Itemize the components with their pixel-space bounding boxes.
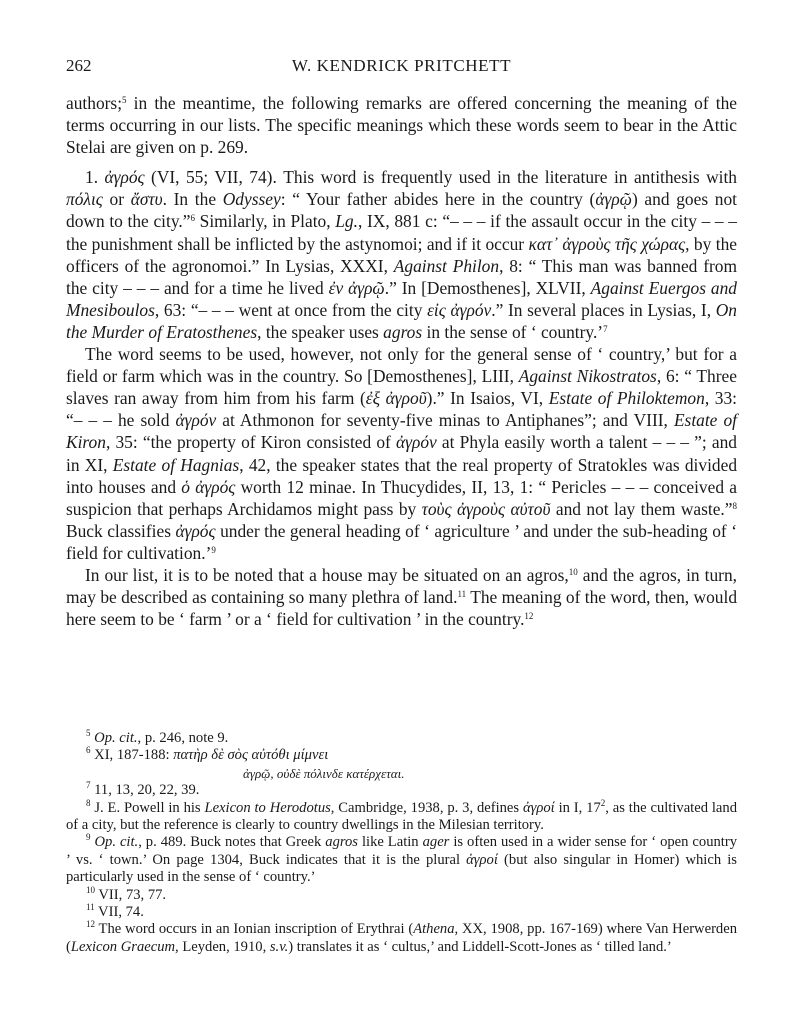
- text-run: The meaning of the word, then, would here seem to be ‘ farm ’ or a ‘ field for cultivation ’ in the country.: [66, 587, 738, 630]
- italic-run: Odyssey: [222, 189, 281, 210]
- footnote-marker: 6: [86, 745, 91, 756]
- text-run: 1.: [85, 167, 105, 188]
- footnote-6: [66, 747, 737, 764]
- text-run: and the agros, in turn, may be described as containing so many plethra of land.: [66, 564, 737, 608]
- text-run: or: [102, 189, 131, 210]
- page-header: [66, 56, 737, 78]
- footnote-6-greek-line: [66, 765, 737, 782]
- text-run: under the general heading of ‘ agriculture ’ and under the sub-heading of ‘ field for cultivation.’: [66, 520, 737, 563]
- italic-run: ἀγρῷ: [595, 189, 632, 210]
- italic-run: Op. cit.: [94, 834, 139, 851]
- text-run: .” In [Demosthenes], XLVII,: [384, 277, 591, 298]
- italic-run: Estate of Philoktemon: [548, 388, 705, 409]
- text-run: , XX, 1908, pp. 167-169) where Van Herwerden (: [66, 921, 737, 955]
- footnote-marker: 5: [122, 95, 127, 105]
- text-run: is often used in a wider sense for ‘ open country ’ vs. ‘ town.’ On page 1304, Buck indicates that it is the plural: [66, 834, 738, 868]
- text-run: , Leyden, 1910,: [175, 938, 270, 955]
- footnote-marker: 8: [732, 500, 737, 511]
- italic-run: ὁ ἀγρός: [181, 476, 236, 497]
- text-run: in the meantime, the following remarks are offered concerning the meaning of the terms occurring in our lists. The specific meanings which these words seem to bear in the Attic Stelai are given on p. 269.: [66, 93, 737, 158]
- footnote-marker: 6: [190, 213, 195, 224]
- italic-run: ἀγροί: [466, 851, 498, 868]
- footnote-marker: 8: [86, 797, 91, 808]
- italic-run: Lexicon Graecum: [70, 938, 176, 955]
- running-head: W. KENDRICK PRITCHETT: [291, 56, 512, 75]
- text-run: , 63: “– – – went at once from the city: [154, 299, 428, 320]
- page-number: 262: [66, 56, 92, 75]
- footnote-9: [66, 834, 737, 886]
- text-run: , the speaker uses: [257, 321, 384, 342]
- text-run: , 35: “the property of Kiron consisted of: [105, 432, 397, 453]
- text-run: VII, 74.: [94, 904, 144, 921]
- italic-run: πατὴρ δὲ σὸς αὐτόθι μίμνει: [173, 747, 329, 764]
- footnote-12: [66, 921, 737, 956]
- footnote-marker: 12: [524, 611, 534, 622]
- text-run: , 6: “ Three slaves ran away from him from his farm (: [66, 366, 737, 409]
- footnote-marker: 7: [86, 780, 91, 791]
- italic-run: ager: [422, 834, 450, 851]
- italic-run: Against Euergos and Mnesiboulos: [66, 277, 737, 320]
- text-run: , 42, the speaker states that the real property of Stratokles was divided into houses and: [66, 454, 738, 497]
- italic-run: Estate of Hagnias: [112, 454, 240, 475]
- italic-run: Estate of Kiron: [66, 410, 737, 453]
- text-run: , IX, 881 c: “– – – if the assault occur in the city – – – the punishment shall be inflicted by the astynomoi; and if it occur: [66, 211, 738, 254]
- italic-run: Op. cit.: [94, 730, 138, 746]
- footnote-marker: 10: [86, 884, 95, 895]
- italic-run: s.v.: [269, 938, 289, 955]
- footnote-marker: 9: [211, 544, 216, 555]
- text-run: ) translates it as ‘ cultus,’ and Liddell-Scott-Jones as ‘ tilled land.’: [288, 938, 672, 955]
- footnote-marker: 9: [86, 832, 91, 843]
- italic-run: agros: [325, 834, 358, 851]
- italic-run: Against Philon: [393, 255, 500, 276]
- text-run: VII, 73, 77.: [95, 886, 167, 903]
- italic-run: ἀγρῷ, οὐδὲ πόλινδε κατέρχεται.: [243, 765, 405, 781]
- text-run: at Phyla easily worth a talent – – – ”; and in XI,: [66, 432, 738, 475]
- italic-run: τοὺς ἀγροὺς αὐτοῦ: [421, 498, 551, 519]
- footnote-11: [66, 904, 737, 921]
- italic-run: ἄστυ: [130, 189, 163, 210]
- italic-run: εἰς ἀγρόν: [427, 299, 492, 320]
- italic-run: ἀγροί: [522, 799, 555, 816]
- italic-run: ἀγρόν: [175, 410, 217, 431]
- text-run: : “ Your father abides here in the country (: [280, 189, 596, 210]
- footnotes: [66, 730, 737, 956]
- text-run: .” In several places in Lysias, I,: [491, 299, 716, 320]
- italic-run: ἀγρός: [175, 520, 216, 541]
- body-text: [66, 92, 737, 630]
- text-run: , 33: “– – – he sold: [66, 388, 737, 431]
- paragraph-continuation: [66, 92, 737, 158]
- text-run: 11, 13, 20, 22, 39.: [90, 782, 200, 799]
- text-run: ).” In Isaios, VI,: [426, 388, 549, 409]
- text-run: Similarly, in Plato,: [194, 211, 336, 232]
- text-run: and not lay them waste.”: [550, 498, 733, 519]
- text-run: The word occurs in an Ionian inscription of Erythrai (: [95, 921, 414, 938]
- italic-run: On the Murder of Eratosthenes: [66, 299, 737, 342]
- italic-run: κατ᾽ ἀγροὺς τῆς χώρας: [528, 233, 686, 254]
- italic-run: ἀγρόν: [396, 432, 437, 453]
- footnote-marker: 5: [86, 728, 91, 738]
- text-run: , by the officers of the agronomoi.” In Lysias, XXXI,: [66, 233, 737, 276]
- text-run: , Cambridge, 1938, p. 3, defines: [330, 799, 523, 816]
- italic-run: Lexicon to Herodotus: [204, 799, 331, 816]
- text-run: Buck classifies: [66, 520, 176, 541]
- footnote-7: [66, 782, 737, 799]
- text-run: at Athmonon for seventy-five minas to Antiphanes”; and VIII,: [216, 410, 674, 431]
- text-run: worth 12 minae. In Thucydides, II, 13, 1: “ Pericles – – – conceived a suspicion that perhaps Archidamos might pass by: [66, 476, 738, 519]
- italic-run: ἐν ἀγρῷ: [328, 277, 385, 298]
- text-run: in the sense of ‘ country.’: [422, 321, 604, 342]
- text-run: , p. 246, note 9.: [137, 730, 229, 746]
- paragraph-field-or-farm: [66, 343, 737, 564]
- footnote-8: [66, 797, 737, 835]
- text-run: J. E. Powell in his: [90, 799, 205, 816]
- footnote-marker: 7: [603, 323, 608, 334]
- text-run: . In the: [162, 189, 223, 210]
- italic-run: πόλις: [66, 189, 103, 210]
- paragraph-our-list: [66, 564, 737, 630]
- footnote-marker: 11: [457, 589, 467, 600]
- italic-run: Athena: [413, 921, 455, 938]
- text-run: like Latin: [357, 834, 423, 851]
- italic-run: agros: [383, 321, 423, 342]
- text-run: The word seems to be used, however, not only for the general sense of ‘ country,’ but for a field or farm which was in the country. So [Demosthenes], LIII,: [66, 344, 737, 387]
- paragraph-agros-antithesis: [66, 166, 737, 343]
- footnote-marker: 12: [86, 919, 95, 930]
- footnote-marker: 11: [86, 902, 95, 913]
- italic-run: ἀγρός: [104, 167, 145, 188]
- text-run: authors;: [66, 93, 123, 113]
- text-run: XI, 187-188:: [90, 747, 174, 764]
- text-run: (but also singular in Homer) which is particularly used in the sense of ‘ country.’: [66, 851, 737, 886]
- text-run: ) and goes not down to the city.”: [66, 189, 738, 232]
- text-run: , 8: “ This man was banned from the city – – – and for a time he lived: [66, 255, 737, 298]
- text-run: in I, 17: [554, 799, 601, 816]
- footnote-10: [66, 884, 737, 904]
- italic-run: Lg.: [335, 211, 358, 232]
- text-run: (VI, 55; VII, 74). This word is frequently used in the literature in antithesis with: [144, 167, 738, 188]
- text-run: , as the cultivated land of a city, but the reference is clearly to country dwellings in the Milesian territory.: [66, 799, 737, 834]
- footnote-marker: 2: [600, 797, 606, 808]
- footnote-marker: 10: [568, 566, 578, 577]
- footnote-5: [66, 730, 737, 747]
- text-run: , p. 489. Buck notes that Greek: [138, 834, 326, 851]
- italic-run: Against Nikostratos: [518, 366, 657, 387]
- text-run: In our list, it is to be noted that a house may be situated on an agros,: [85, 564, 569, 585]
- italic-run: ἐξ ἀγροῦ: [365, 388, 427, 409]
